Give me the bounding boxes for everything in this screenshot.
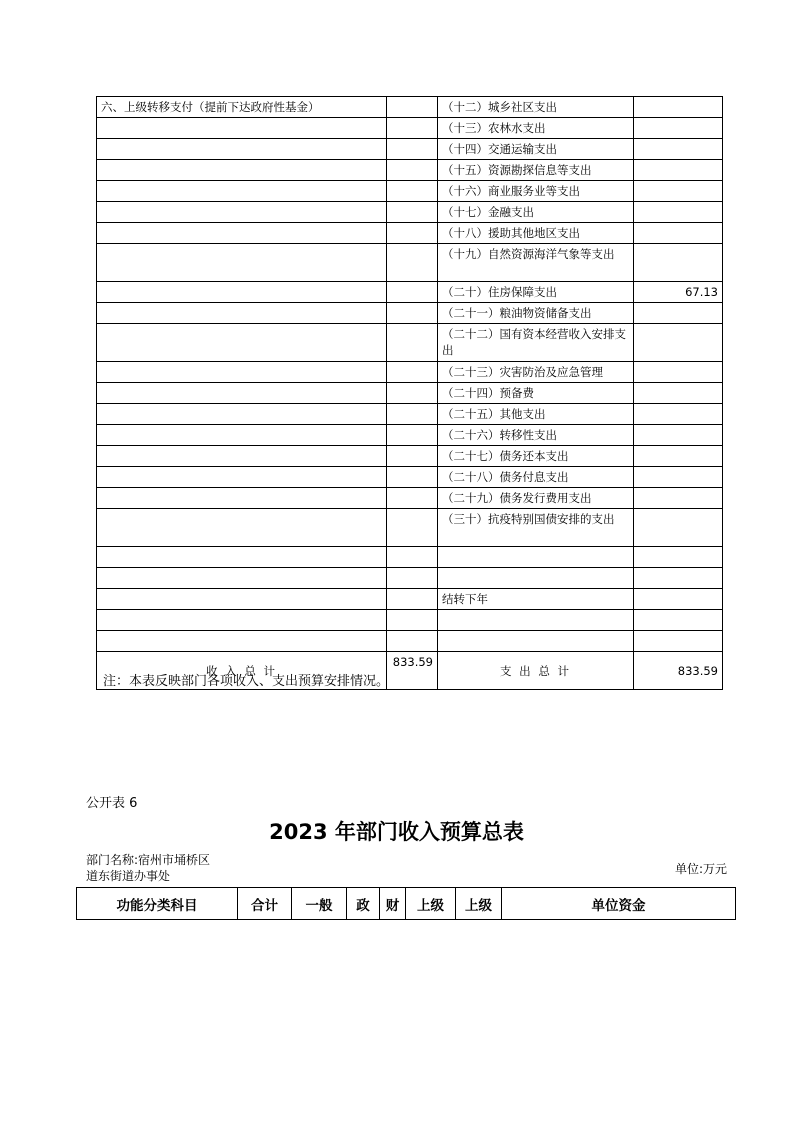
expense-item-cell: （十四）交通运输支出 xyxy=(438,139,634,160)
income-item-cell xyxy=(97,568,387,589)
expense-value-cell xyxy=(634,139,723,160)
table-header-row xyxy=(77,888,736,920)
income-item-cell xyxy=(97,446,387,467)
header-cell: 上级 xyxy=(456,888,502,920)
budget-summary-table xyxy=(96,96,723,690)
income-item-cell xyxy=(97,139,387,160)
department-line-2: 道东街道办事处 xyxy=(86,869,171,883)
income-item-cell xyxy=(97,488,387,509)
expense-item-cell: （十二）城乡社区支出 xyxy=(438,97,634,118)
table-row xyxy=(97,547,723,568)
income-value-cell xyxy=(387,610,438,631)
expense-value-cell xyxy=(634,383,723,404)
income-item-cell xyxy=(97,589,387,610)
expense-value-cell xyxy=(634,160,723,181)
expense-item-cell xyxy=(438,547,634,568)
income-item-cell xyxy=(97,324,387,362)
income-item-cell xyxy=(97,425,387,446)
income-item-cell xyxy=(97,181,387,202)
table-row xyxy=(97,383,723,404)
header-cell: 政 xyxy=(347,888,380,920)
header-cell: 单位资金 xyxy=(502,888,736,920)
income-value-cell xyxy=(387,362,438,383)
header-cell: 合计 xyxy=(238,888,292,920)
expense-value-cell xyxy=(634,223,723,244)
table-row xyxy=(97,610,723,631)
income-value-cell xyxy=(387,139,438,160)
income-item-cell xyxy=(97,118,387,139)
expense-item-cell: （二十二）国有资本经营收入安排支出 xyxy=(438,324,634,362)
table-row xyxy=(97,467,723,488)
expense-value-cell xyxy=(634,610,723,631)
income-item-cell xyxy=(97,631,387,652)
expense-value-cell xyxy=(634,446,723,467)
income-value-cell xyxy=(387,631,438,652)
income-value-cell xyxy=(387,488,438,509)
expense-value-cell xyxy=(634,244,723,282)
income-value-cell xyxy=(387,303,438,324)
income-total-label: 收 入 总 计 xyxy=(97,652,387,690)
expense-item-cell: （二十九）债务发行费用支出 xyxy=(438,488,634,509)
table-row xyxy=(97,446,723,467)
income-value-cell xyxy=(387,118,438,139)
income-item-cell: 六、上级转移支付（提前下达政府性基金） xyxy=(97,97,387,118)
income-value-cell xyxy=(387,425,438,446)
income-total-value: 833.59 xyxy=(387,652,438,690)
income-item-cell xyxy=(97,362,387,383)
expense-value-cell xyxy=(634,362,723,383)
income-value-cell xyxy=(387,223,438,244)
unit-label: 单位:万元 xyxy=(674,862,727,876)
expense-item-cell: （二十一）粮油物资储备支出 xyxy=(438,303,634,324)
table-row xyxy=(97,282,723,303)
table-row xyxy=(97,425,723,446)
income-value-cell xyxy=(387,568,438,589)
department-name xyxy=(86,852,286,884)
expense-item-cell: （二十四）预备费 xyxy=(438,383,634,404)
expense-item-cell xyxy=(438,568,634,589)
income-item-cell xyxy=(97,202,387,223)
table-row xyxy=(97,362,723,383)
expense-value-cell xyxy=(634,568,723,589)
table-row xyxy=(97,181,723,202)
table-row xyxy=(97,139,723,160)
header-cell: 一般 xyxy=(292,888,347,920)
header-cell: 财 xyxy=(380,888,406,920)
table-row xyxy=(97,244,723,282)
income-item-cell xyxy=(97,244,387,282)
table-note: 注：本表反映部门各项收入、支出预算安排情况。 xyxy=(103,674,390,689)
table-row xyxy=(97,303,723,324)
income-value-cell xyxy=(387,160,438,181)
expense-value-cell xyxy=(634,547,723,568)
expense-value-cell xyxy=(634,181,723,202)
income-value-cell xyxy=(387,202,438,223)
income-value-cell xyxy=(387,244,438,282)
expense-item-cell: （十八）援助其他地区支出 xyxy=(438,223,634,244)
table-row xyxy=(97,97,723,118)
header-cell: 功能分类科目 xyxy=(77,888,238,920)
income-budget-table xyxy=(76,887,736,920)
expense-item-cell: （十九）自然资源海洋气象等支出 xyxy=(438,244,634,282)
page-title: 2023 年部门收入预算总表 xyxy=(269,820,524,844)
expense-item-cell: （十七）金融支出 xyxy=(438,202,634,223)
expense-value-cell xyxy=(634,467,723,488)
expense-item-cell xyxy=(438,610,634,631)
income-item-cell xyxy=(97,509,387,547)
income-value-cell xyxy=(387,383,438,404)
income-value-cell xyxy=(387,467,438,488)
table-row xyxy=(97,631,723,652)
income-value-cell xyxy=(387,282,438,303)
income-value-cell xyxy=(387,181,438,202)
expense-item-cell: （十五）资源勘探信息等支出 xyxy=(438,160,634,181)
expense-value-cell: 67.13 xyxy=(634,282,723,303)
expense-item-cell: （十六）商业服务业等支出 xyxy=(438,181,634,202)
table-row xyxy=(97,223,723,244)
expense-value-cell xyxy=(634,324,723,362)
expense-value-cell xyxy=(634,589,723,610)
header-cell: 上级 xyxy=(406,888,456,920)
expense-value-cell xyxy=(634,97,723,118)
table-row xyxy=(97,589,723,610)
income-item-cell xyxy=(97,282,387,303)
expense-total-label: 支 出 总 计 xyxy=(438,652,634,690)
expense-value-cell xyxy=(634,488,723,509)
income-item-cell xyxy=(97,160,387,181)
expense-item-cell: （二十八）债务付息支出 xyxy=(438,467,634,488)
expense-item-cell xyxy=(438,631,634,652)
expense-value-cell xyxy=(634,509,723,547)
income-value-cell xyxy=(387,547,438,568)
income-value-cell xyxy=(387,446,438,467)
expense-item-cell: （二十三）灾害防治及应急管理 xyxy=(438,362,634,383)
income-item-cell xyxy=(97,610,387,631)
income-item-cell xyxy=(97,303,387,324)
table-row xyxy=(97,488,723,509)
income-value-cell xyxy=(387,404,438,425)
income-value-cell xyxy=(387,589,438,610)
expense-value-cell xyxy=(634,631,723,652)
table-row xyxy=(97,568,723,589)
table-row xyxy=(97,404,723,425)
table-label: 公开表 6 xyxy=(86,796,138,811)
expense-item-cell: （十三）农林水支出 xyxy=(438,118,634,139)
expense-item-cell: （二十七）债务还本支出 xyxy=(438,446,634,467)
expense-value-cell xyxy=(634,303,723,324)
table-row xyxy=(97,509,723,547)
income-value-cell xyxy=(387,97,438,118)
expense-item-cell: （二十）住房保障支出 xyxy=(438,282,634,303)
income-value-cell xyxy=(387,509,438,547)
income-value-cell xyxy=(387,324,438,362)
table-row xyxy=(97,324,723,362)
income-item-cell xyxy=(97,383,387,404)
expense-value-cell xyxy=(634,425,723,446)
department-line-1: 部门名称:宿州市埇桥区 xyxy=(86,853,211,867)
expense-value-cell xyxy=(634,118,723,139)
table-row xyxy=(97,118,723,139)
income-item-cell xyxy=(97,223,387,244)
expense-item-cell: （二十五）其他支出 xyxy=(438,404,634,425)
income-item-cell xyxy=(97,547,387,568)
table-row xyxy=(97,202,723,223)
expense-value-cell xyxy=(634,202,723,223)
expense-total-value: 833.59 xyxy=(634,652,723,690)
expense-item-cell: （二十六）转移性支出 xyxy=(438,425,634,446)
table-row xyxy=(97,160,723,181)
expense-value-cell xyxy=(634,404,723,425)
income-item-cell xyxy=(97,404,387,425)
expense-item-cell: （三十）抗疫特别国债安排的支出 xyxy=(438,509,634,547)
expense-item-cell: 结转下年 xyxy=(438,589,634,610)
income-item-cell xyxy=(97,467,387,488)
